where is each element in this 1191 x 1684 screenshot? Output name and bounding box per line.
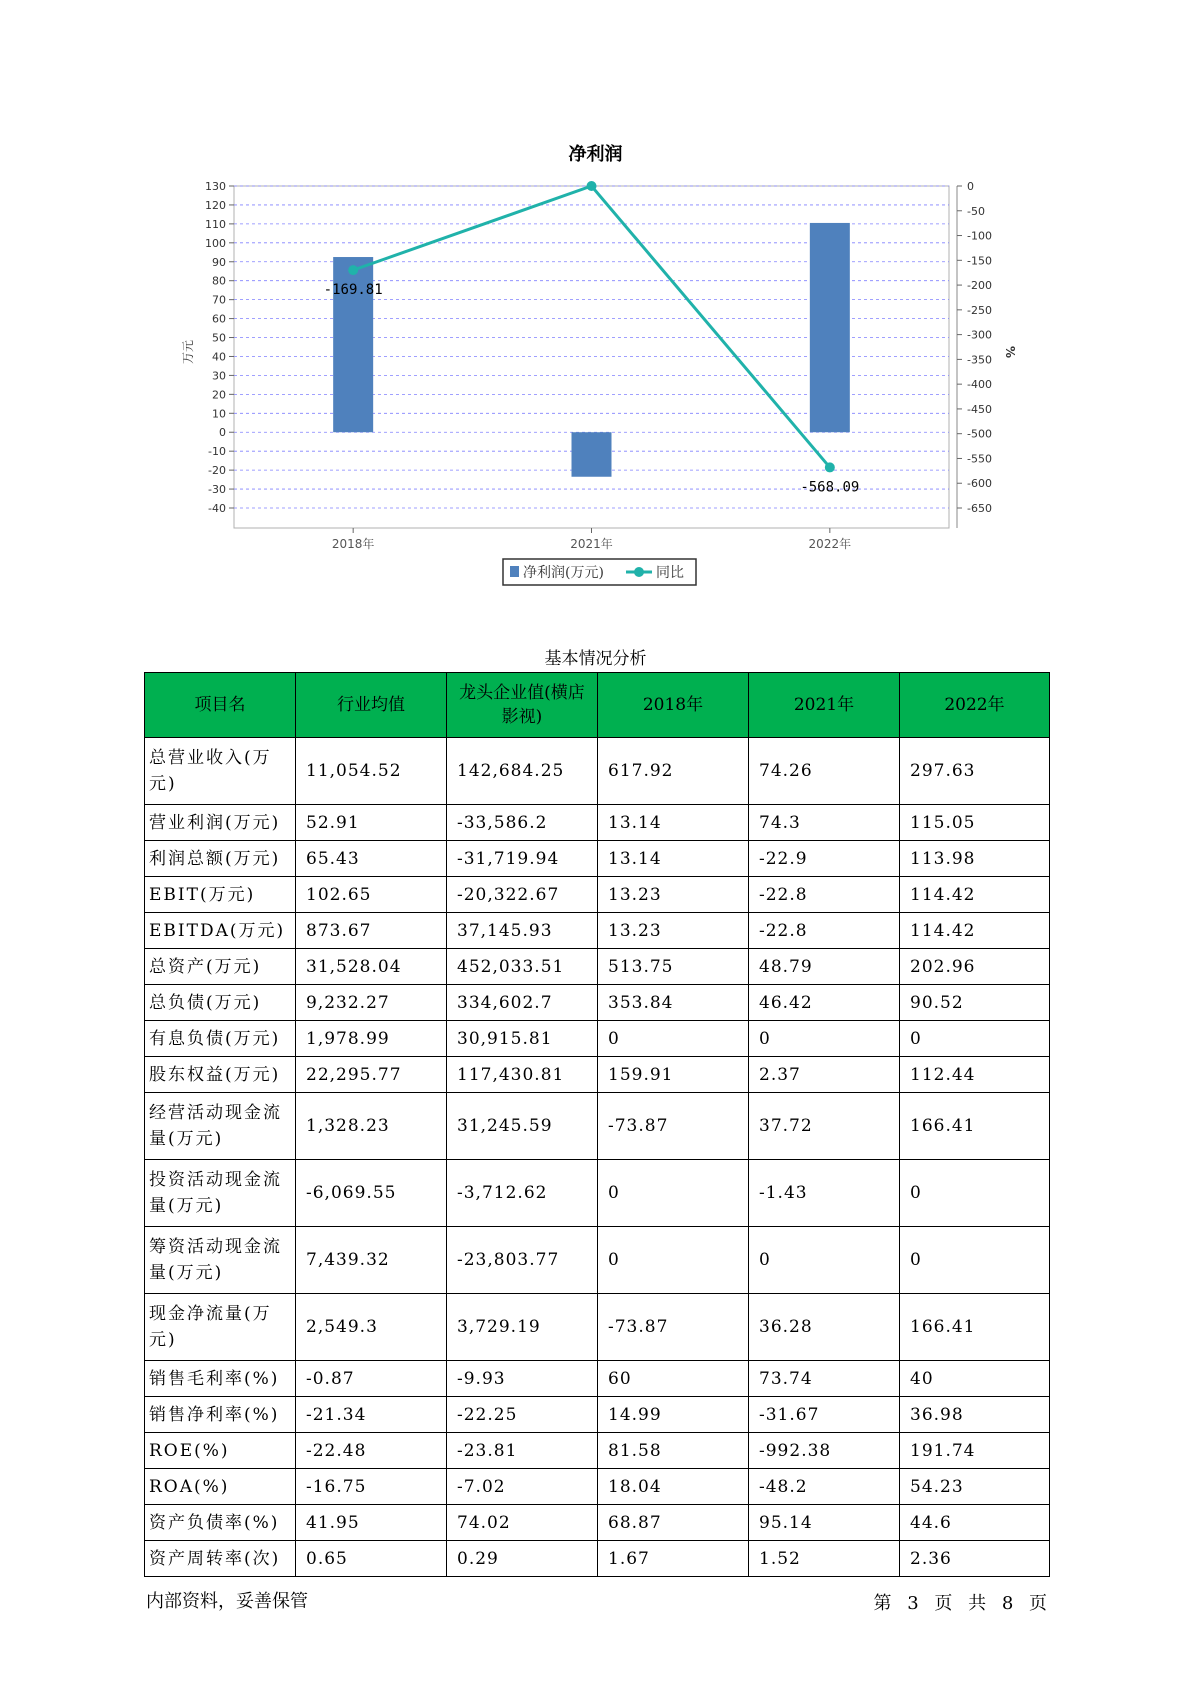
y-left-tick-label: 110 [205,217,226,231]
table-cell: -992.38 [749,1433,900,1469]
header-leader-value: 龙头企业值(横店影视) [447,673,598,738]
row-label: EBITDA(万元) [145,913,296,949]
row-label: 总负债(万元) [145,985,296,1021]
table-cell: 65.43 [296,841,447,877]
table-cell: -21.34 [296,1397,447,1433]
y-left-tick-label: 90 [212,255,226,269]
table-cell: -31.67 [749,1397,900,1433]
table-cell: 0 [900,1021,1050,1057]
legend-line-marker [634,567,644,577]
table-cell: 1,328.23 [296,1093,447,1160]
table-cell: 112.44 [900,1057,1050,1093]
y-left-tick-label: 80 [212,274,226,288]
table-cell: 18.04 [598,1469,749,1505]
header-2022: 2022年 [900,673,1050,738]
table-cell: 3,729.19 [447,1294,598,1361]
row-label: 筹资活动现金流量(万元) [145,1227,296,1294]
y-right-tick-label: -400 [967,378,992,392]
table-cell: -20,322.67 [447,877,598,913]
y-left-axis-title: 万元 [181,339,195,365]
table-cell: 0 [598,1227,749,1294]
table-cell: 0 [598,1160,749,1227]
table-cell: 41.95 [296,1505,447,1541]
table-cell: 95.14 [749,1505,900,1541]
table-cell: -6,069.55 [296,1160,447,1227]
y-right-tick-label: -250 [967,303,992,317]
row-label: EBIT(万元) [145,877,296,913]
table-row [145,1361,1050,1397]
y-left-tick-label: 40 [212,350,226,364]
table-cell: -22.8 [749,913,900,949]
legend-bar-swatch [510,566,519,577]
table-cell: 617.92 [598,738,749,805]
table-row [145,949,1050,985]
table-row [145,1397,1050,1433]
table-cell: 13.23 [598,913,749,949]
y-left-tick-label: 20 [212,388,226,402]
table-row [145,1294,1050,1361]
table-cell: 13.14 [598,841,749,877]
table-cell: 297.63 [900,738,1050,805]
table-cell: 73.74 [749,1361,900,1397]
table-row [145,1093,1050,1160]
table-row [145,1541,1050,1577]
table-cell: 1.52 [749,1541,900,1577]
y-left-tick-label: 130 [205,180,226,193]
table-cell: 81.58 [598,1433,749,1469]
y-left-tick-label: -40 [208,502,226,515]
row-label: 经营活动现金流量(万元) [145,1093,296,1160]
row-label: 投资活动现金流量(万元) [145,1160,296,1227]
row-label: 股东权益(万元) [145,1057,296,1093]
yoy-point [348,265,358,275]
table-cell: 452,033.51 [447,949,598,985]
table-cell: 37,145.93 [447,913,598,949]
header-2021: 2021年 [749,673,900,738]
row-label: 利润总额(万元) [145,841,296,877]
table-cell: 54.23 [900,1469,1050,1505]
table-row [145,1160,1050,1227]
table-cell: 13.23 [598,877,749,913]
y-right-tick-label: 0 [967,180,974,193]
x-tick-label: 2021年 [570,537,613,551]
table-cell: 191.74 [900,1433,1050,1469]
yoy-data-label: -568.09 [800,479,860,496]
y-right-tick-label: -450 [967,402,992,416]
table-cell: -9.93 [447,1361,598,1397]
yoy-point [825,462,835,472]
table-cell: 74.26 [749,738,900,805]
table-cell: 31,245.59 [447,1093,598,1160]
y-right-tick-label: -50 [967,204,985,218]
table-cell: 114.42 [900,877,1050,913]
footer-page-number: 第 3 页 共 8 页 [873,1593,1049,1614]
y-left-tick-label: 30 [212,369,226,383]
y-left-tick-label: 60 [212,312,226,326]
table-row [145,1433,1050,1469]
table-row [145,877,1050,913]
table-cell: 60 [598,1361,749,1397]
table-cell: 334,602.7 [447,985,598,1021]
table-cell: -48.2 [749,1469,900,1505]
y-left-tick-label: -30 [208,483,226,497]
y-right-tick-label: -550 [967,452,992,466]
row-label: 销售净利率(%) [145,1397,296,1433]
table-cell: 142,684.25 [447,738,598,805]
table-cell: 159.91 [598,1057,749,1093]
analysis-table [144,672,1050,1577]
y-left-tick-label: 50 [212,331,226,345]
table-cell: 2.36 [900,1541,1050,1577]
table-cell: 40 [900,1361,1050,1397]
table-cell: -22.25 [447,1397,598,1433]
table-title: 基本情况分析 [544,649,647,669]
table-cell: -31,719.94 [447,841,598,877]
row-label: 总营业收入(万元) [145,738,296,805]
table-row [145,1021,1050,1057]
table-cell: 0 [598,1021,749,1057]
table-cell: -73.87 [598,1294,749,1361]
table-cell: 48.79 [749,949,900,985]
y-right-tick-label: -650 [967,502,992,515]
table-cell: 90.52 [900,985,1050,1021]
table-cell: -22.8 [749,877,900,913]
y-right-tick-label: -500 [967,427,992,441]
table-cell: -73.87 [598,1093,749,1160]
table-cell: 30,915.81 [447,1021,598,1057]
table-cell: 22,295.77 [296,1057,447,1093]
table-cell: 46.42 [749,985,900,1021]
table-cell: 113.98 [900,841,1050,877]
legend-line-label: 同比 [656,565,684,581]
table-cell: 44.6 [900,1505,1050,1541]
y-right-tick-label: -200 [967,279,992,293]
table-header-row [145,673,1050,738]
table-cell: 0.65 [296,1541,447,1577]
y-left-tick-label: -20 [208,464,226,478]
y-left-tick-label: -10 [208,445,226,459]
table-cell: 7,439.32 [296,1227,447,1294]
yoy-point [587,181,597,191]
table-cell: 102.65 [296,877,447,913]
table-cell: -23,803.77 [447,1227,598,1294]
row-label: 资产周转率(次) [145,1541,296,1577]
table-cell: 166.41 [900,1294,1050,1361]
table-cell: 52.91 [296,805,447,841]
y-right-tick-label: -300 [967,328,992,342]
row-label: 有息负债(万元) [145,1021,296,1057]
row-label: ROE(%) [145,1433,296,1469]
table-row [145,1505,1050,1541]
row-label: 资产负债率(%) [145,1505,296,1541]
table-row [145,738,1050,805]
table-cell: 115.05 [900,805,1050,841]
table-cell: 68.87 [598,1505,749,1541]
table-cell: 37.72 [749,1093,900,1160]
y-left-tick-label: 10 [212,407,226,421]
y-right-axis-title: % [1003,345,1017,359]
header-industry-avg: 行业均值 [296,673,447,738]
table-cell: 11,054.52 [296,738,447,805]
table-cell: -16.75 [296,1469,447,1505]
table-cell: 513.75 [598,949,749,985]
table-row [145,1227,1050,1294]
table-cell: -22.9 [749,841,900,877]
yoy-data-label: -169.81 [323,282,383,299]
y-left-tick-label: 120 [205,198,226,212]
table-cell: 14.99 [598,1397,749,1433]
table-cell: 1.67 [598,1541,749,1577]
table-cell: 873.67 [296,913,447,949]
row-label: 现金净流量(万元) [145,1294,296,1361]
table-row [145,1469,1050,1505]
table-row [145,913,1050,949]
table-cell: 36.28 [749,1294,900,1361]
table-row [145,1057,1050,1093]
bar-net-profit [810,223,850,432]
legend-bar-label: 净利润(万元) [523,565,604,581]
x-tick-label: 2022年 [808,537,852,551]
table-cell: 2.37 [749,1057,900,1093]
table-cell: 166.41 [900,1093,1050,1160]
row-label: 销售毛利率(%) [145,1361,296,1397]
y-right-tick-label: -350 [967,353,992,367]
table-cell: -23.81 [447,1433,598,1469]
y-left-tick-label: 100 [205,236,226,250]
table-cell: -0.87 [296,1361,447,1397]
row-label: 总资产(万元) [145,949,296,985]
table-cell: 74.02 [447,1505,598,1541]
table-cell: -33,586.2 [447,805,598,841]
table-cell: 13.14 [598,805,749,841]
table-cell: 0 [900,1227,1050,1294]
table-cell: 0 [749,1021,900,1057]
table-cell: 353.84 [598,985,749,1021]
table-cell: -3,712.62 [447,1160,598,1227]
x-tick-label: 2018年 [331,537,375,551]
chart-title: 净利润 [568,144,623,165]
y-right-tick-label: -100 [967,229,992,243]
table-cell: 117,430.81 [447,1057,598,1093]
table-cell: 0 [749,1227,900,1294]
footer-confidential: 内部资料，妥善保管 [146,1591,308,1612]
net-profit-chart [0,0,1191,600]
table-cell: 0.29 [447,1541,598,1577]
y-right-tick-label: -150 [967,254,992,268]
table-row [145,805,1050,841]
table-cell: 9,232.27 [296,985,447,1021]
y-right-tick-label: -600 [967,477,992,491]
y-left-tick-label: 0 [219,426,226,440]
y-left-tick-label: 70 [212,293,226,307]
table-row [145,841,1050,877]
table-cell: -22.48 [296,1433,447,1469]
header-2018: 2018年 [598,673,749,738]
row-label: ROA(%) [145,1469,296,1505]
table-cell: 74.3 [749,805,900,841]
table-cell: -7.02 [447,1469,598,1505]
header-item-name: 项目名 [145,673,296,738]
table-cell: 31,528.04 [296,949,447,985]
yoy-line [353,186,830,467]
bar-net-profit [572,432,612,477]
table-cell: 36.98 [900,1397,1050,1433]
table-cell: 2,549.3 [296,1294,447,1361]
table-cell: 202.96 [900,949,1050,985]
table-row [145,985,1050,1021]
table-cell: 1,978.99 [296,1021,447,1057]
table-cell: 114.42 [900,913,1050,949]
row-label: 营业利润(万元) [145,805,296,841]
table-cell: -1.43 [749,1160,900,1227]
table-cell: 0 [900,1160,1050,1227]
